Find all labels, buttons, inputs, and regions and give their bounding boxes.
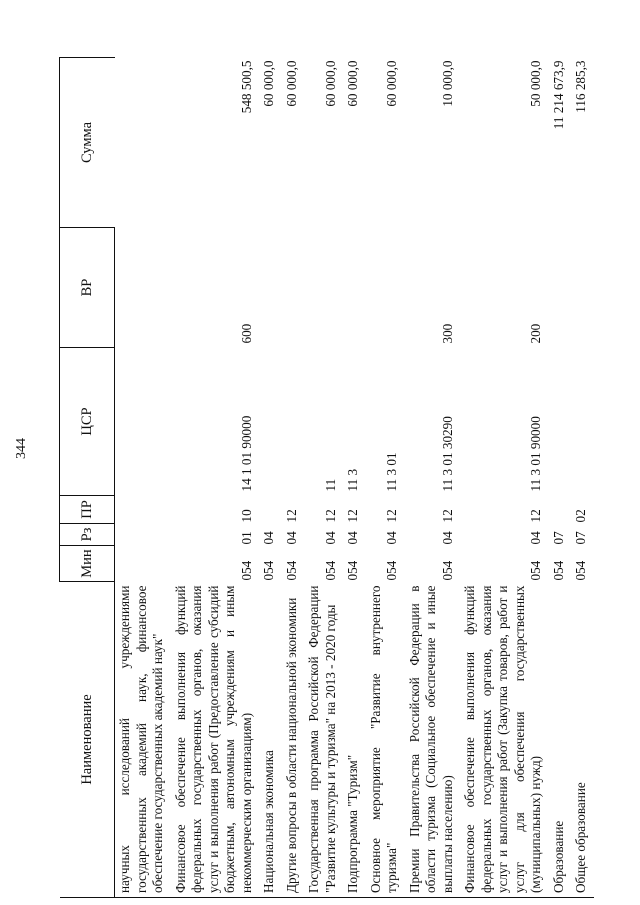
cell-sum: 10 000,0 bbox=[439, 60, 455, 107]
cell-csr: 11 3 01 90000 bbox=[528, 416, 543, 492]
cell-vr bbox=[343, 228, 366, 348]
cell-rz: 04 bbox=[345, 531, 360, 545]
cell-min: 054 bbox=[261, 560, 276, 581]
table-row bbox=[115, 58, 171, 898]
cell-pr: 02 bbox=[573, 509, 588, 523]
cell-rz: 07 bbox=[550, 531, 566, 545]
header-min: Мин bbox=[60, 546, 115, 582]
table-row bbox=[549, 58, 572, 898]
cell-rz: 07 bbox=[573, 531, 588, 545]
table-header-row bbox=[60, 58, 115, 898]
cell-name: Подпрограмма "Туризм" bbox=[343, 582, 366, 898]
table-row bbox=[405, 58, 461, 898]
cell-rz bbox=[115, 524, 171, 546]
page-number: 344 bbox=[14, 438, 29, 459]
cell-csr: 11 bbox=[322, 478, 338, 492]
cell-csr: 11 3 01 bbox=[384, 452, 399, 492]
table-row bbox=[304, 58, 343, 898]
cell-csr bbox=[549, 348, 572, 496]
cell-rz: 01 bbox=[238, 531, 254, 545]
cell-min: 054 bbox=[384, 560, 399, 581]
cell-csr bbox=[259, 348, 282, 496]
header-name: Наименование bbox=[60, 582, 115, 898]
cell-pr bbox=[115, 496, 171, 524]
cell-name: Финансовое обеспечение выполнения функций федеральных государственных органов, оказания услуг и выполнения работ (Предоставление субсидий бюджетным, автономным учреждениям и иным некоммерческим организациям) bbox=[171, 582, 260, 898]
cell-min: 054 bbox=[528, 560, 543, 581]
cell-sum: 60 000,0 bbox=[261, 60, 276, 107]
header-csr: ЦСР bbox=[60, 348, 115, 496]
cell-name: Премии Правительства Российской Федерации в области туризма (Социальное обеспечение и иные выплаты населению) bbox=[405, 582, 461, 898]
cell-vr bbox=[115, 228, 171, 348]
cell-rz: 04 bbox=[283, 531, 299, 545]
cell-min: 054 bbox=[573, 560, 588, 581]
cell-sum: 60 000,0 bbox=[322, 60, 338, 107]
cell-name: Финансовое обеспечение выполнения функций федеральных государственных органов, оказания услуг и выполнения работ (Закупка товаров, работ и услуг для обеспечения государственных (муниципальных) нужд) bbox=[460, 582, 549, 898]
cell-vr: 600 bbox=[238, 323, 254, 344]
cell-pr bbox=[549, 496, 572, 524]
header-sum: Сумма bbox=[60, 58, 115, 228]
cell-min bbox=[115, 546, 171, 582]
cell-csr bbox=[571, 348, 594, 496]
cell-csr: 11 3 01 30290 bbox=[439, 416, 455, 492]
cell-csr bbox=[282, 348, 305, 496]
table-row bbox=[343, 58, 366, 898]
cell-vr: 200 bbox=[528, 323, 543, 344]
cell-rz: 04 bbox=[322, 531, 338, 545]
cell-min: 054 bbox=[439, 560, 455, 581]
cell-sum: 11 214 673,9 bbox=[550, 60, 566, 130]
cell-pr bbox=[259, 496, 282, 524]
cell-rz: 04 bbox=[384, 531, 399, 545]
cell-pr: 12 bbox=[345, 509, 360, 523]
cell-vr bbox=[571, 228, 594, 348]
cell-min: 054 bbox=[322, 560, 338, 581]
header-pr: ПР bbox=[60, 496, 115, 524]
cell-vr bbox=[259, 228, 282, 348]
cell-name: научных исследований учреждениями государственных академий наук, финансовое обеспечение государственных академий наук" bbox=[115, 582, 171, 898]
cell-name: Общее образование bbox=[571, 582, 594, 898]
cell-sum: 548 500,5 bbox=[238, 60, 254, 114]
cell-vr bbox=[549, 228, 572, 348]
cell-rz: 04 bbox=[261, 531, 276, 545]
header-vr: ВР bbox=[60, 228, 115, 348]
cell-rz: 04 bbox=[528, 531, 543, 545]
cell-vr bbox=[304, 228, 343, 348]
table-row bbox=[259, 58, 282, 898]
cell-sum: 60 000,0 bbox=[384, 60, 399, 107]
budget-table bbox=[59, 57, 594, 898]
cell-pr: 12 bbox=[283, 509, 299, 523]
cell-min: 054 bbox=[238, 560, 254, 581]
cell-min: 054 bbox=[345, 560, 360, 581]
cell-sum: 60 000,0 bbox=[345, 60, 360, 107]
cell-name: Другие вопросы в области национальной экономики bbox=[282, 582, 305, 898]
cell-pr: 12 bbox=[384, 509, 399, 523]
cell-sum: 60 000,0 bbox=[283, 60, 299, 107]
cell-name: Основное мероприятие "Развитие внутреннего туризма" bbox=[366, 582, 405, 898]
cell-min: 054 bbox=[550, 560, 566, 581]
table-row bbox=[171, 58, 260, 898]
cell-csr: 11 3 bbox=[345, 468, 360, 492]
cell-vr bbox=[282, 228, 305, 348]
cell-name: Образование bbox=[549, 582, 572, 898]
cell-rz: 04 bbox=[439, 531, 455, 545]
table-row bbox=[460, 58, 549, 898]
cell-pr: 12 bbox=[322, 509, 338, 523]
cell-pr: 12 bbox=[528, 509, 543, 523]
cell-vr: 300 bbox=[439, 323, 455, 344]
cell-min: 054 bbox=[283, 560, 299, 581]
table-row bbox=[366, 58, 405, 898]
cell-vr bbox=[366, 228, 405, 348]
cell-name: Государственная программа Российской Федерации "Развитие культуры и туризма" на 2013 - 2020 годы bbox=[304, 582, 343, 898]
cell-sum bbox=[115, 58, 171, 228]
cell-pr: 10 bbox=[238, 509, 254, 523]
header-rz: Рз bbox=[60, 524, 115, 546]
cell-pr: 12 bbox=[439, 509, 455, 523]
cell-sum: 50 000,0 bbox=[528, 60, 543, 107]
cell-name: Национальная экономика bbox=[259, 582, 282, 898]
cell-csr bbox=[115, 348, 171, 496]
cell-sum: 116 285,3 bbox=[573, 60, 588, 113]
table-row bbox=[571, 58, 594, 898]
budget-table-page bbox=[59, 58, 615, 898]
table-row bbox=[282, 58, 305, 898]
cell-csr: 14 1 01 90000 bbox=[238, 415, 254, 492]
